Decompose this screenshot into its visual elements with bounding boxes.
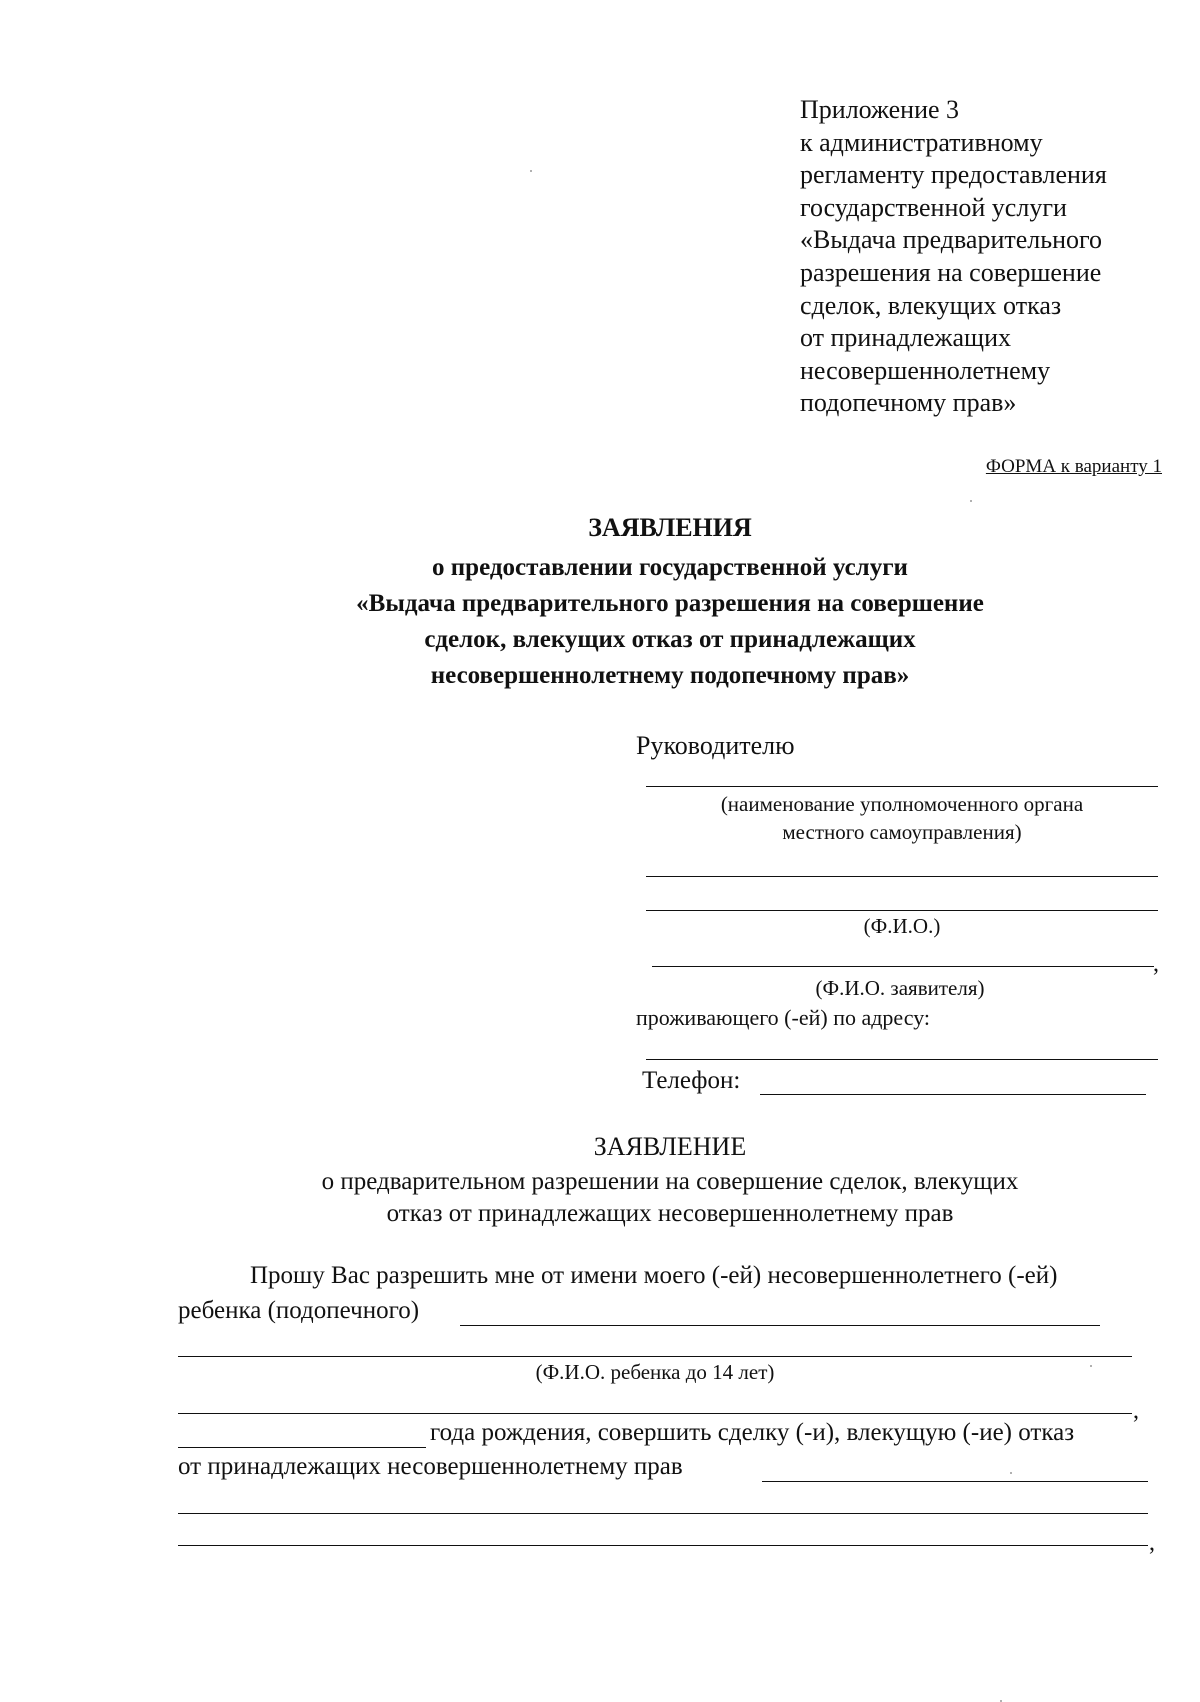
appendix-line: к административному	[800, 127, 1043, 157]
child-label: ребенка (подопечного)	[178, 1297, 420, 1324]
title-line: «Выдача предварительного разрешения на совершение	[356, 590, 984, 617]
rights-field[interactable]	[762, 1481, 1148, 1482]
statement-subheading: о предварительном разрешении на совершение сделок, влекущих	[321, 1168, 1019, 1195]
form-variant-ref: ФОРМА к варианту 1	[985, 456, 1162, 477]
org-name-field-2[interactable]	[646, 876, 1158, 877]
statement-subheading: отказ от принадлежащих несовершеннолетнему прав	[386, 1200, 954, 1227]
applicant-caption: (Ф.И.О. заявителя)	[815, 976, 985, 1000]
child-caption: (Ф.И.О. ребенка до 14 лет)	[535, 1360, 775, 1384]
statement-heading: ЗАЯВЛЕНИЕ	[593, 1132, 747, 1161]
child-name-field-2[interactable]	[178, 1356, 1132, 1357]
residing-label: проживающего (-ей) по адресу:	[636, 1005, 931, 1030]
appendix-line: разрешения на совершение	[800, 257, 1102, 287]
appendix-line: от принадлежащих	[800, 323, 1011, 353]
appendix-block	[800, 94, 1180, 420]
rights-field-2[interactable]	[178, 1513, 1148, 1514]
org-caption: (наименование уполномоченного органа	[720, 792, 1084, 816]
title-line: о предоставлении государственной услуги	[432, 554, 908, 581]
appendix-line: подопечному прав»	[800, 388, 1017, 418]
appendix-line: «Выдача предварительного	[800, 225, 1103, 255]
birth-year-text: года рождения, совершить сделку (-и), влекущую (-ие) отказ	[430, 1419, 1075, 1446]
comma: ,	[1133, 1398, 1139, 1424]
org-caption: местного самоуправления)	[782, 820, 1022, 844]
scan-speck	[1010, 1472, 1012, 1474]
scan-speck	[530, 170, 532, 172]
child-name-field[interactable]	[460, 1325, 1100, 1326]
scan-speck	[1090, 1365, 1092, 1367]
org-name-field[interactable]	[646, 786, 1158, 787]
address-field[interactable]	[646, 1059, 1158, 1060]
appendix-line: несовершеннолетнему	[800, 355, 1051, 385]
phone-label: Телефон:	[642, 1067, 741, 1094]
phone-field[interactable]	[760, 1094, 1146, 1095]
document-title: ЗАЯВЛЕНИЯ	[588, 513, 752, 542]
title-line: несовершеннолетнему подопечному прав»	[430, 662, 910, 689]
appendix-line: регламенту предоставления	[800, 160, 1107, 190]
appendix-line: Приложение 3	[800, 95, 960, 124]
rights-text: от принадлежащих несовершеннолетнему прав	[178, 1453, 683, 1480]
addressee-label: Руководителю	[636, 731, 795, 760]
request-paragraph: Прошу Вас разрешить мне от имени моего (-ей) несовершеннолетнего (-ей)	[250, 1262, 1058, 1289]
applicant-fio-field[interactable]	[652, 966, 1154, 967]
scan-speck	[970, 500, 972, 502]
birth-year-field[interactable]	[178, 1447, 426, 1448]
title-line: сделок, влекущих отказ от принадлежащих	[424, 626, 916, 653]
child-name-field-3[interactable]	[178, 1413, 1132, 1414]
rights-field-3[interactable]	[178, 1545, 1148, 1546]
comma: ,	[1153, 951, 1159, 977]
head-fio-field[interactable]	[646, 910, 1158, 911]
appendix-line: государственной услуги	[800, 192, 1067, 222]
comma: ,	[1149, 1530, 1155, 1556]
fio-caption: (Ф.И.О.)	[863, 914, 941, 938]
appendix-line: сделок, влекущих отказ	[800, 290, 1062, 320]
